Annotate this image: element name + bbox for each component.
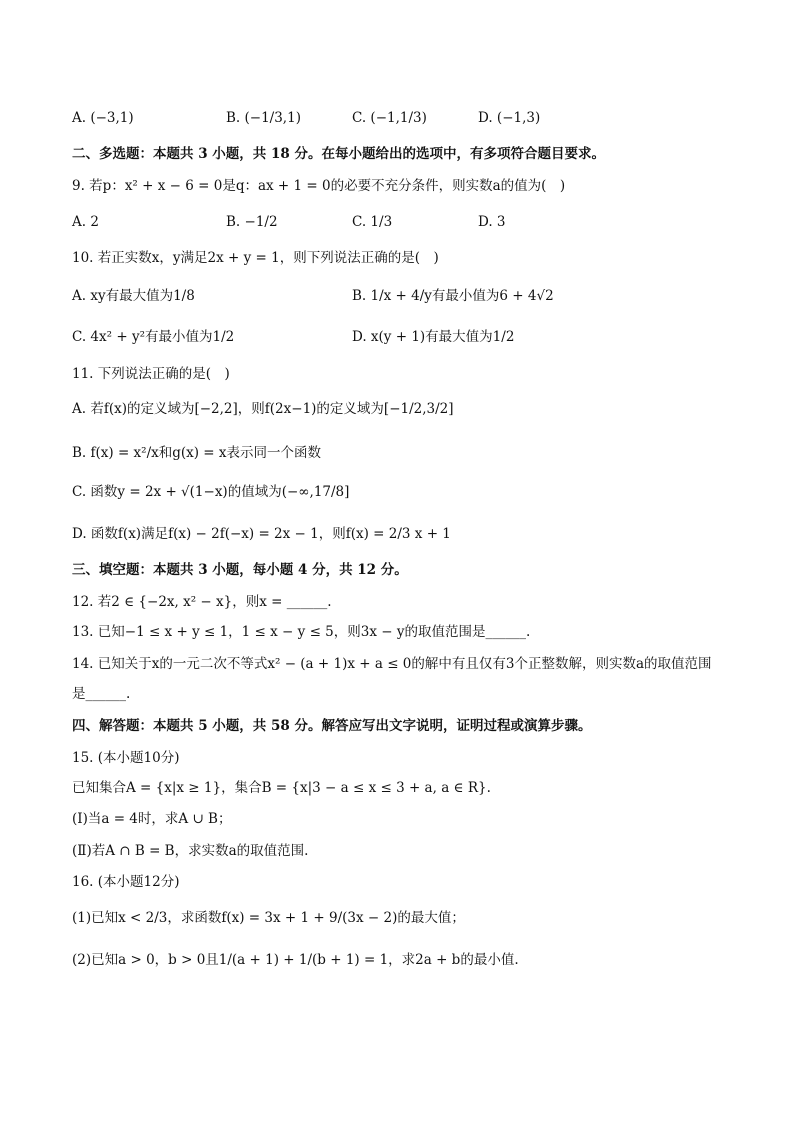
q10-option-b: B. 1/x + 4/y有最小值为6 + 4√2	[352, 288, 554, 304]
question-15-title: 15. (本小题10分)	[72, 750, 180, 766]
question-14-line-1: 14. 已知关于x的一元二次不等式x² − (a + 1)x + a ≤ 0的解中有且仅有3个正整数解，则实数a的取值范围	[72, 656, 712, 672]
section-heading-multiple-choice: 二、多选题：本题共 3 小题，共 18 分。在每小题给出的选项中，有多项符合题目要求。	[72, 146, 605, 162]
q11-option-c: C. 函数y = 2x + √(1−x)的值域为(−∞,17/8]	[72, 484, 350, 500]
q10-option-d: D. x(y + 1)有最大值为1/2	[352, 329, 515, 345]
q9-option-a: A. 2	[72, 214, 99, 230]
q9-option-b: B. −1/2	[226, 214, 278, 230]
section-heading-fill-in: 三、填空题：本题共 3 小题，每小题 4 分，共 12 分。	[72, 562, 408, 578]
question-15-stem: 已知集合A = {x|x ≥ 1}，集合B = {x|3 − a ≤ x ≤ 3 + a, a ∈ R}.	[72, 780, 491, 796]
q10-option-a: A. xy有最大值为1/8	[72, 288, 195, 304]
question-15-part-1: (Ⅰ)当a = 4时，求A ∪ B；	[72, 811, 232, 827]
q11-option-d: D. 函数f(x)满足f(x) − 2f(−x) = 2x − 1，则f(x) = 2/3 x + 1	[72, 526, 451, 542]
q9-option-c: C. 1/3	[352, 214, 393, 230]
q9-option-d: D. 3	[478, 214, 506, 230]
q8-option-c: C. (−1,1/3)	[352, 110, 427, 126]
question-10-stem: 10. 若正实数x，y满足2x + y = 1，则下列说法正确的是( )	[72, 250, 439, 266]
question-16-part-2: (2)已知a > 0，b > 0且1/(a + 1) + 1/(b + 1) = 1，求2a + b的最小值.	[72, 952, 519, 968]
q8-option-b: B. (−1/3,1)	[226, 110, 301, 126]
q11-option-a: A. 若f(x)的定义域为[−2,2]，则f(2x−1)的定义域为[−1/2,3/2]	[72, 401, 454, 417]
question-11-stem: 11. 下列说法正确的是( )	[72, 366, 230, 382]
question-12: 12. 若2 ∈ {−2x, x² − x}，则x = ______.	[72, 594, 332, 610]
q10-option-c: C. 4x² + y²有最小值为1/2	[72, 329, 235, 345]
question-13: 13. 已知−1 ≤ x + y ≤ 1，1 ≤ x − y ≤ 5，则3x − y的取值范围是______.	[72, 624, 531, 640]
question-16-part-1: (1)已知x < 2/3，求函数f(x) = 3x + 1 + 9/(3x − 2)的最大值；	[72, 910, 465, 926]
question-14-line-2: 是______.	[72, 686, 131, 702]
q11-option-b: B. f(x) = x²/x和g(x) = x表示同一个函数	[72, 445, 322, 461]
q8-option-a: A. (−3,1)	[72, 110, 134, 126]
question-15-part-2: (Ⅱ)若A ∩ B = B，求实数a的取值范围.	[72, 843, 309, 859]
question-16-title: 16. (本小题12分)	[72, 874, 180, 890]
section-heading-solutions: 四、解答题：本题共 5 小题，共 58 分。解答应写出文字说明，证明过程或演算步骤。	[72, 718, 592, 734]
q8-option-d: D. (−1,3)	[478, 110, 541, 126]
question-9-stem: 9. 若p：x² + x − 6 = 0是q：ax + 1 = 0的必要不充分条件，则实数a的值为( )	[72, 178, 566, 194]
